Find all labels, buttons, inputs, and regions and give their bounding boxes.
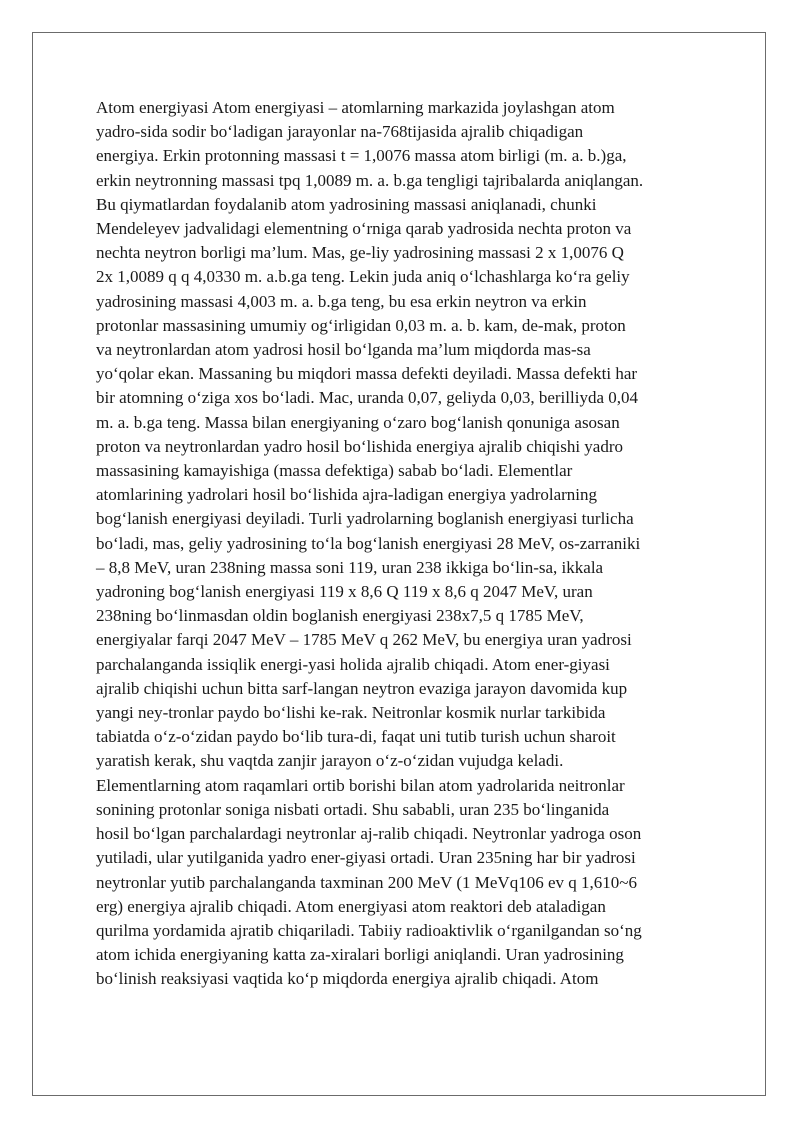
text-line: ajralib chiqishi uchun bitta sarf-langan neytron evaziga jarayon davomida kup	[96, 678, 628, 698]
text-line: yaratish kerak, shu vaqtda zanjir jarayon o‘z-o‘zidan vujudga keladi.	[96, 751, 564, 771]
text-line: bir atomning o‘ziga xos bo‘ladi. Mac, uranda 0,07, geliyda 0,03, berilliyda 0,04	[96, 388, 638, 408]
text-line: va neytronlardan atom yadrosi hosil bo‘lganda ma’lum miqdorda mas-sa	[96, 340, 591, 360]
text-line: parchalanganda issiqlik energi-yasi holida ajralib chiqadi. Atom ener-giyasi	[96, 654, 610, 674]
text-line: Mendeleyev jadvalidagi elementning o‘rniga qarab yadrosida nechta proton va	[96, 219, 632, 239]
text-line: energiya. Erkin protonning massasi t = 1,0076 massa atom birligi (m. a. b.)ga,	[96, 146, 627, 166]
text-line: 2x 1,0089 q q 4,0330 m. a.b.ga teng. Lekin juda aniq o‘lchashlarga ko‘ra geliy	[96, 267, 630, 287]
text-line: sonining protonlar soniga nisbati ortadi. Shu sababli, uran 235 bo‘linganida	[96, 799, 610, 819]
text-line: bo‘ladi, mas, geliy yadrosining to‘la bog‘lanish energiyasi 28 MeV, os-zarraniki	[96, 533, 641, 553]
text-line: – 8,8 MeV, uran 238ning massa soni 119, uran 238 ikkiga bo‘lin-sa, ikkala	[96, 557, 604, 577]
text-line: atom ichida energiyaning katta za-xiralari borligi aniqlandi. Uran yadrosining	[96, 945, 624, 965]
text-line: bog‘lanish energiyasi deyiladi. Turli yadrolarning boglanish energiyasi turlicha	[96, 509, 634, 529]
text-line: yadroning bog‘lanish energiyasi 119 x 8,6 Q 119 x 8,6 q 2047 MeV, uran	[96, 582, 593, 602]
text-line: yo‘qolar ekan. Massaning bu miqdori massa defekti deyiladi. Massa defekti har	[96, 364, 638, 384]
text-line: energiyalar farqi 2047 MeV – 1785 MeV q 262 MeV, bu energiya uran yadrosi	[96, 630, 632, 650]
text-line: erkin neytronning massasi tpq 1,0089 m. a. b.ga tengligi tajribalarda aniqlangan.	[96, 170, 644, 190]
text-line: massasining kamayishiga (massa defektiga) sabab bo‘ladi. Elementlar	[96, 461, 573, 481]
text-line: yadro-sida sodir bo‘ladigan jarayonlar na-768tijasida ajralib chiqadigan	[96, 122, 584, 142]
text-line: yadrosining massasi 4,003 m. a. b.ga teng, bu esa erkin neytron va erkin	[96, 291, 587, 311]
text-line: neytronlar yutib parchalanganda taxminan 200 MeV (1 MeVq106 ev q 1,610~6	[96, 872, 637, 892]
text-line: atomlarining yadrolari hosil bo‘lishida ajra-ladigan energiya yadrolarning	[96, 485, 598, 505]
text-line: m. a. b.ga teng. Massa bilan energiyaning o‘zaro bog‘lanish qonuniga asosan	[96, 412, 620, 432]
text-line: protonlar massasining umumiy og‘irligidan 0,03 m. a. b. kam, de-mak, proton	[96, 315, 626, 335]
text-line: erg) energiya ajralib chiqadi. Atom energiyasi atom reaktori deb ataladigan	[96, 896, 606, 916]
text-line: yangi ney-tronlar paydo bo‘lishi ke-rak. Neitronlar kosmik nurlar tarkibida	[96, 703, 606, 723]
document-body	[96, 96, 716, 992]
text-line: tabiatda o‘z-o‘zidan paydo bo‘lib tura-di, faqat uni tutib turish uchun sharoit	[96, 727, 616, 747]
text-line: Atom energiyasi Atom energiyasi – atomlarning markazida joylashgan atom	[96, 98, 615, 117]
text-line: nechta neytron borligi ma’lum. Mas, ge-liy yadrosining massasi 2 x 1,0076 Q	[96, 243, 624, 263]
text-line: hosil bo‘lgan parchalardagi neytronlar aj-ralib chiqadi. Neytronlar yadroga oson	[96, 824, 642, 844]
text-line: bo‘linish reaksiyasi vaqtida ko‘p miqdorda energiya ajralib chiqadi. Atom	[96, 969, 599, 989]
text-line: Elementlarning atom raqamlari ortib borishi bilan atom yadrolarida neitronlar	[96, 775, 625, 795]
text-line: yutiladi, ular yutilganida yadro ener-giyasi ortadi. Uran 235ning har bir yadrosi	[96, 848, 636, 868]
text-line: qurilma yordamida ajratib chiqariladi. Tabiiy radioaktivlik o‘rganilgandan so‘ng	[96, 920, 642, 940]
text-line: Bu qiymatlardan foydalanib atom yadrosining massasi aniqlanadi, chunki	[96, 194, 597, 214]
text-line: proton va neytronlardan yadro hosil bo‘lishida energiya ajralib chiqishi yadro	[96, 436, 624, 456]
text-line: 238ning bo‘linmasdan oldin boglanish energiyasi 238x7,5 q 1785 MeV,	[96, 606, 584, 626]
